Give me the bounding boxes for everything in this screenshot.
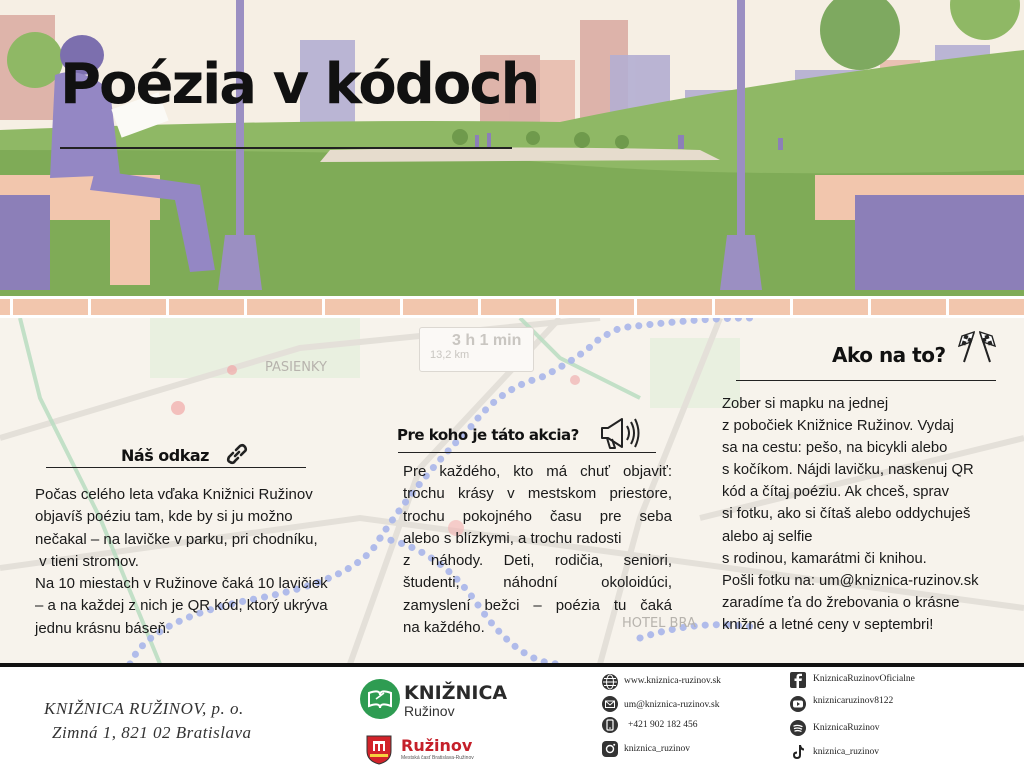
megaphone-icon bbox=[598, 414, 642, 454]
route-distance: 13,2 km bbox=[430, 349, 470, 361]
footer bbox=[0, 667, 1024, 768]
page-title: Poézia v kódoch bbox=[60, 52, 539, 117]
youtube-icon bbox=[789, 695, 807, 713]
text-line: trochu pokojného času pre seba bbox=[403, 507, 672, 525]
text-line: sa na cestu: pešo, na bicykli alebo bbox=[722, 440, 948, 457]
text-line: Počas celého leta vďaka Knižnici Ružinov bbox=[35, 486, 313, 503]
park-scene-illustration bbox=[0, 0, 1024, 300]
text-line: nečakal – na lavičke v parku, pri chodníku, bbox=[35, 530, 318, 548]
text-line: trochu krásy v mestskom priestore, bbox=[403, 485, 672, 503]
text-line: Na 10 miestach v Ružinove čaká 10 lavičiek bbox=[35, 575, 328, 593]
section-heading-pre-koho: Pre koho je táto akcia? bbox=[397, 426, 579, 444]
section-text-ako bbox=[722, 393, 1022, 636]
social-youtube[interactable]: kniznicaruzinov8122 bbox=[813, 696, 894, 706]
text-line: Pre každého, kto má chuť objaviť: bbox=[403, 463, 672, 480]
checkered-flags-icon bbox=[958, 328, 996, 364]
text-line: na každého. bbox=[403, 619, 485, 637]
org-name: KNIŽNICA RUŽINOV, p. o. bbox=[44, 699, 244, 718]
link-icon bbox=[224, 441, 250, 467]
section-text-odkaz bbox=[35, 484, 370, 640]
contact-instagram[interactable]: kniznica_ruzinov bbox=[624, 744, 690, 754]
ruzinov-logo-subtext: Mestská časť Bratislava-Ružinov bbox=[401, 755, 474, 761]
phone-icon bbox=[601, 716, 619, 734]
globe-icon bbox=[601, 673, 619, 691]
section-heading-odkaz: Náš odkaz bbox=[121, 446, 209, 465]
text-line: jednu krásnu báseň. bbox=[35, 619, 171, 637]
text-line: s kočíkom. Nájdi lavičku, naskenuj QR bbox=[722, 462, 974, 479]
map-label-pasienky: PASIENKY bbox=[265, 360, 327, 375]
text-line: z náhody. Deti, rodičia, seniori, bbox=[403, 552, 672, 570]
email-icon bbox=[601, 695, 619, 713]
text-line: zamyslení bežci – poézia tu čaká bbox=[403, 596, 672, 614]
social-spotify[interactable]: KniznicaRuzinov bbox=[813, 723, 880, 733]
ruzinov-logo-text: Ružinov bbox=[401, 736, 473, 755]
contact-email[interactable]: um@kniznica-ruzinov.sk bbox=[624, 700, 720, 710]
text-line: alebo aj selfie bbox=[722, 528, 813, 545]
map-label-hotel: HOTEL BRA bbox=[622, 616, 696, 631]
kniznica-logo-subtext: Ružinov bbox=[404, 703, 455, 719]
spotify-icon bbox=[789, 719, 807, 737]
tiktok-icon bbox=[789, 743, 807, 761]
title-underline bbox=[60, 147, 512, 149]
text-line: v tieni stromov. bbox=[35, 552, 139, 570]
text-line: zaradíme ťa do žrebovania o krásne bbox=[722, 594, 960, 611]
section-text-pre-koho bbox=[403, 461, 672, 639]
route-time: 3 h 1 min bbox=[452, 332, 522, 349]
social-tiktok[interactable]: kniznica_ruzinov bbox=[813, 747, 879, 757]
text-line: kód a čítaj poéziu. Ak chceš, sprav bbox=[722, 484, 950, 501]
text-line: študenti, náhodní okoloidúci, bbox=[403, 574, 672, 592]
social-facebook[interactable]: KniznicaRuzinovOficialne bbox=[813, 674, 915, 684]
instagram-icon bbox=[601, 740, 619, 758]
kniznica-logo-icon bbox=[360, 679, 400, 719]
text-line: knižné a letné ceny v septembri! bbox=[722, 616, 934, 633]
contact-phone[interactable]: +421 902 182 456 bbox=[628, 720, 698, 730]
ruzinov-coat-of-arms-icon bbox=[366, 735, 392, 765]
contact-website[interactable]: www.kniznica-ruzinov.sk bbox=[624, 676, 721, 686]
facebook-icon bbox=[789, 671, 807, 689]
text-line: s rodinou, kamarátmi či knihou. bbox=[722, 550, 927, 567]
section-heading-ako: Ako na to? bbox=[832, 343, 946, 367]
section-rule-ako bbox=[736, 380, 996, 381]
section-rule-odkaz bbox=[46, 467, 306, 468]
text-line: si fotku, ako si čítaš alebo oddychuješ bbox=[722, 506, 971, 523]
section-rule-pre-koho bbox=[398, 452, 656, 453]
hero-illustration bbox=[0, 0, 1024, 300]
org-address: Zimná 1, 821 02 Bratislava bbox=[52, 723, 252, 742]
text-line: z pobočiek Knižnice Ružinov. Vydaj bbox=[722, 418, 954, 435]
text-line: Zober si mapku na jednej bbox=[722, 396, 889, 412]
pavement-strip bbox=[0, 296, 1024, 318]
text-line: objavíš poéziu tam, kde by si ju možno bbox=[35, 508, 293, 526]
text-line: Pošli fotku na: um@kniznica-ruzinov.sk bbox=[722, 572, 979, 589]
kniznica-logo-text: KNIŽNICA bbox=[404, 682, 508, 704]
text-line: alebo s blízkymi, a trochu radosti bbox=[403, 529, 622, 547]
text-line: – a na každej z nich je QR kód, ktorý ukrýva bbox=[35, 597, 328, 615]
